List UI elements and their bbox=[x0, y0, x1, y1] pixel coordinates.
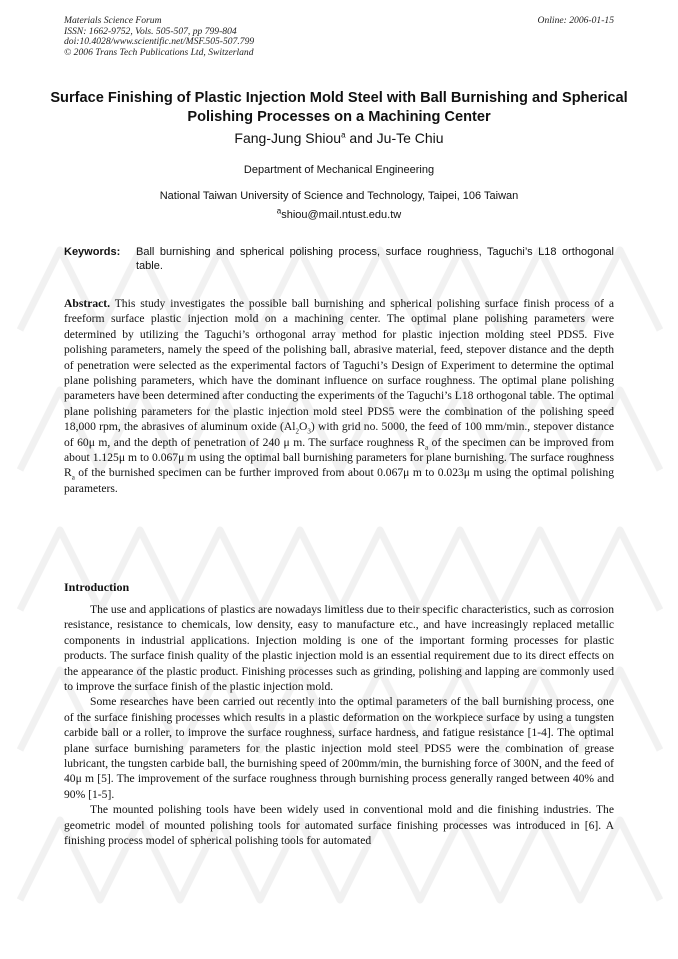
author-1-superscript: a bbox=[341, 130, 346, 140]
copyright-line: © 2006 Trans Tech Publications Ltd, Switzerland bbox=[64, 46, 254, 58]
doi-line[interactable]: doi:10.4028/www.scientific.net/MSF.505-507.799 bbox=[64, 36, 255, 48]
abstract-text: of the specimen can be improved from about 1.125μ m to 0.067μ m using the optimal ball burnishing parameters for plane burnishing. The surface roughness R bbox=[64, 435, 614, 480]
author-line bbox=[0, 129, 678, 147]
author-conjunction: and bbox=[345, 130, 377, 146]
intro-paragraph-2: Some researches have been carried out recently into the optimal parameters of the ball burnishing process, one of the surface finishing processes which results in a plastic deformation on the workpiece surface by using a tungsten carbide ball or a roller, to improve the surface roughness, surface hardness, and fatigue resistance [1-4]. The optimal plane surface burnishing parameters for the plastic injection mold steel PDS5 were the combination of grease lubricant, the tungsten carbide ball, the burnishing speed of 200mm/min, the burnishing force of 300N, and the feed of 40μ m [5]. The improvement of the surface roughness through burnishing process generally ranged between 40% and 90% [1-5]. bbox=[64, 695, 614, 801]
university: National Taiwan University of Science and Technology, Taipei, 106 Taiwan bbox=[159, 190, 519, 202]
author-1: Fang-Jung Shiou bbox=[234, 130, 342, 146]
abstract-subscript: 3 bbox=[307, 427, 311, 436]
journal-name: Materials Science Forum bbox=[64, 15, 162, 26]
keywords-text: Ball burnishing and spherical polishing process, surface roughness, Taguchi’s L18 orthogonal table. bbox=[136, 246, 614, 272]
issn-line: ISSN: 1662-9752, Vols. 505-507, pp 799-804 bbox=[64, 25, 237, 37]
abstract-text: This study investigates the possible ball burnishing and spherical polishing surface finish process of a freeform surface plastic injection mold on a machining center. The optimal plane polishing parameters were determined by utilizing the Taguchi’s orthogonal array method for plastic injection molding steel PDS5. Five polishing parameters, namely the speed of the polishing ball, abrasive material, feed, stepover distance and the depth of penetration were selected as the experimental factors of Taguchi’s Design of Experiment to determine the optimal plane polishing parameters, which have the dominant influence on surface roughness. The optimal plane polishing parameters have been determined after conducting the experiments of the Taguchi’s L18 orthogonal table. The optimal plane polishing parameters for the plastic injection mold steel PDS5 were the combination of the polishing speed 18,000 rpm, the abrasives of aluminum oxide (Al bbox=[64, 297, 614, 434]
intro-paragraph-1: The use and applications of plastics are nowadays limitless due to their specific characteristics, such as corrosion resistance, resistance to chemicals, low density, easy to manufacture etc., and have increasingly replaced metallic components in industrial applications. Injection molding is one of the important forming processes for plastic products. The surface finish quality of the plastic injection mold is an essential requirement due to its direct effects on the appearance of the plastic product. Finishing processes such as grinding, polishing and lapping are commonly used to improve the surface finish of the plastic injection mold. bbox=[64, 603, 614, 694]
keywords-label: Keywords: bbox=[64, 246, 121, 258]
journal-header bbox=[64, 16, 614, 58]
online-date: Online: 2006-01-15 bbox=[537, 15, 614, 26]
introduction-body bbox=[64, 602, 614, 849]
email-superscript: a bbox=[276, 206, 282, 216]
abstract-paragraph bbox=[64, 296, 614, 496]
intro-paragraph-3: The mounted polishing tools have been widely used in conventional mold and die finishing industries. The geometric model of mounted polishing tools for automated surface finishing processes was introduced in [6]. A finishing process model of spherical polishing tools for automated bbox=[64, 803, 614, 848]
abstract-label: Abstract. bbox=[64, 297, 111, 310]
email-address[interactable]: shiou@mail.ntust.edu.tw bbox=[281, 209, 402, 221]
abstract-text: O bbox=[298, 420, 308, 434]
abstract-subscript: 2 bbox=[295, 427, 299, 436]
abstract-subscript: a bbox=[425, 442, 429, 451]
abstract-text: of the burnished specimen can be further improved from about 0.067μ m to 0.023μ m using the optimal polishing parameters. bbox=[64, 466, 614, 495]
introduction-heading: Introduction bbox=[64, 580, 130, 594]
department: Department of Mechanical Engineering bbox=[243, 164, 435, 176]
paper-title: Surface Finishing of Plastic Injection Mold Steel with Ball Burnishing and Spherical Polishing Processes on a Machining Center bbox=[50, 90, 628, 125]
author-2: Ju-Te Chiu bbox=[376, 130, 444, 146]
email-line bbox=[0, 208, 678, 222]
watermark-zigzag-3 bbox=[20, 530, 660, 610]
abstract-text: ) with grid no. 5000, the feed of 100 mm/min., stepover distance of 60μ m, and the depth of penetration of 240 μ m. The surface roughness R bbox=[64, 420, 614, 449]
abstract-subscript: a bbox=[71, 473, 75, 482]
keywords-block bbox=[64, 246, 614, 273]
